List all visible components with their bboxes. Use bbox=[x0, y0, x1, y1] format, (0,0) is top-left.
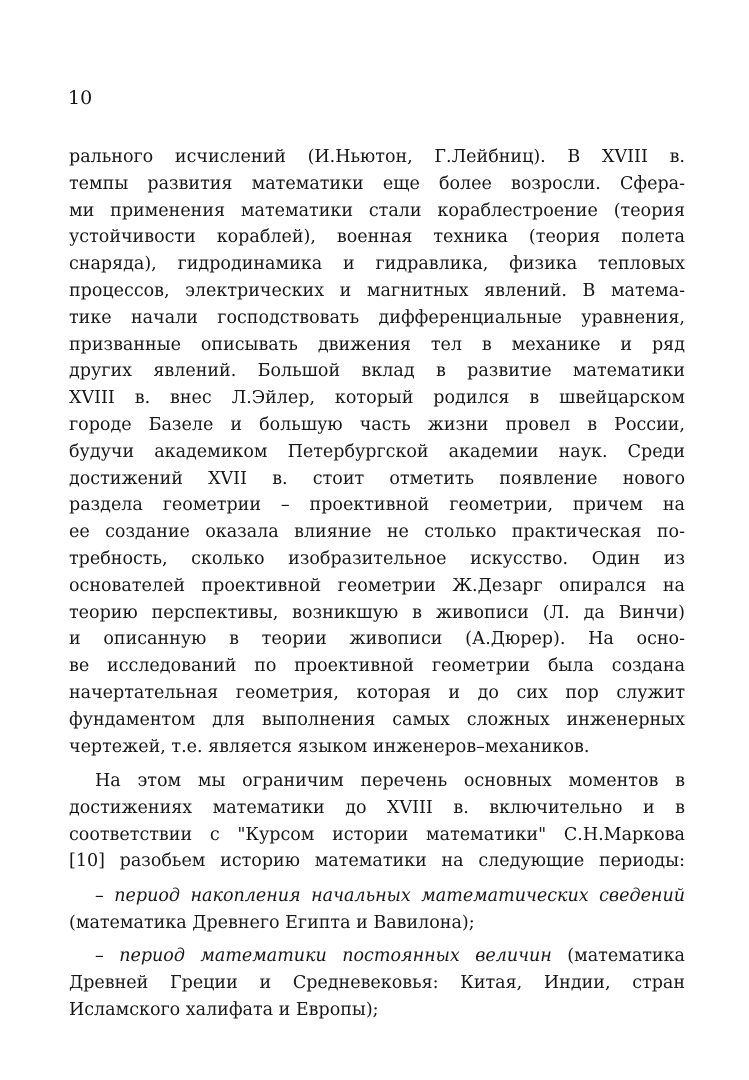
text-line: XVIII в. внес Л.Эйлер, который родился в швейцарском bbox=[69, 388, 685, 409]
list-dash: – bbox=[95, 946, 104, 966]
text-line: снаряда), гидродинамика и гидравлика, физика тепловых bbox=[69, 254, 685, 275]
text-line: достижений XVII в. стоит отметить появление нового bbox=[69, 468, 685, 489]
text-line: будучи академиком Петербургской академии наук. Среди bbox=[69, 441, 685, 462]
text-line: раздела геометрии – проективной геометрии, причем на bbox=[69, 495, 685, 516]
paragraph-1 bbox=[69, 144, 685, 760]
text-line: рального исчислений (И.Ньютон, Г.Лейбниц). В XVIII в. bbox=[69, 147, 685, 167]
list-item-line bbox=[69, 943, 685, 970]
page-number: 10 bbox=[68, 87, 93, 109]
text-line: других явлений. Большой вклад в развитие математики bbox=[69, 361, 685, 382]
text-line: темпы развития математики еще более возросли. Сфера- bbox=[69, 173, 685, 194]
list-dash: – bbox=[95, 886, 104, 906]
paragraph-2 bbox=[69, 768, 685, 875]
list-rest: (математика bbox=[567, 946, 685, 966]
text-line: основателей проективной геометрии Ж.Дезарг опирался на bbox=[69, 575, 685, 596]
list-item-line: Древней Греции и Средневековья: Китая, Индии, стран bbox=[69, 972, 685, 993]
text-line: фундаментом для выполнения самых сложных инженерных bbox=[69, 709, 685, 730]
text-line: [10] разобьем историю математики на следующие периоды: bbox=[69, 851, 685, 872]
list-item-1 bbox=[69, 883, 685, 937]
text-line: тике начали господствовать дифференциальные уравнения, bbox=[69, 307, 685, 328]
text-line: начертательная геометрия, которая и до сих пор служит bbox=[69, 682, 685, 703]
text-line: теорию перспективы, возникшую в живописи (Л. да Винчи) bbox=[69, 602, 685, 623]
text-line: процессов, электрических и магнитных явлений. В матема- bbox=[69, 280, 685, 301]
list-term: период математики постоянных величин bbox=[119, 946, 552, 966]
text-line: На этом мы ограничим перечень основных моментов в bbox=[95, 771, 685, 791]
text-line: и описанную в теории живописи (А.Дюрер). На осно- bbox=[69, 629, 685, 650]
text-line: ее создание оказала влияние не столько практическая по- bbox=[69, 522, 685, 543]
text-line: городе Базеле и большую часть жизни провел в России, bbox=[69, 414, 685, 435]
text-line: устойчивости кораблей), военная техника (теория полета bbox=[69, 227, 685, 248]
list-term: период накопления начальных математических сведений bbox=[114, 886, 685, 906]
list-item-2 bbox=[69, 943, 685, 1023]
text-line: требность, сколько изобразительное искусство. Один из bbox=[69, 548, 685, 569]
list-item-line: Исламского халифата и Европы); bbox=[69, 999, 379, 1020]
text-line: чертежей, т.е. является языком инженеров–механиков. bbox=[69, 736, 590, 757]
list-item-line: (математика Древнего Египта и Вавилона); bbox=[69, 912, 475, 933]
list-item-line bbox=[69, 883, 685, 910]
text-line: соответствии с "Курсом истории математики" С.Н.Маркова bbox=[69, 824, 685, 845]
text-line: призванные описывать движения тел в механике и ряд bbox=[69, 334, 685, 355]
text-line: достижениях математики до XVIII в. включительно и в bbox=[69, 797, 685, 818]
text-line: ми применения математики стали кораблестроение (теория bbox=[69, 200, 685, 221]
text-line: ве исследований по проективной геометрии была создана bbox=[69, 656, 685, 677]
